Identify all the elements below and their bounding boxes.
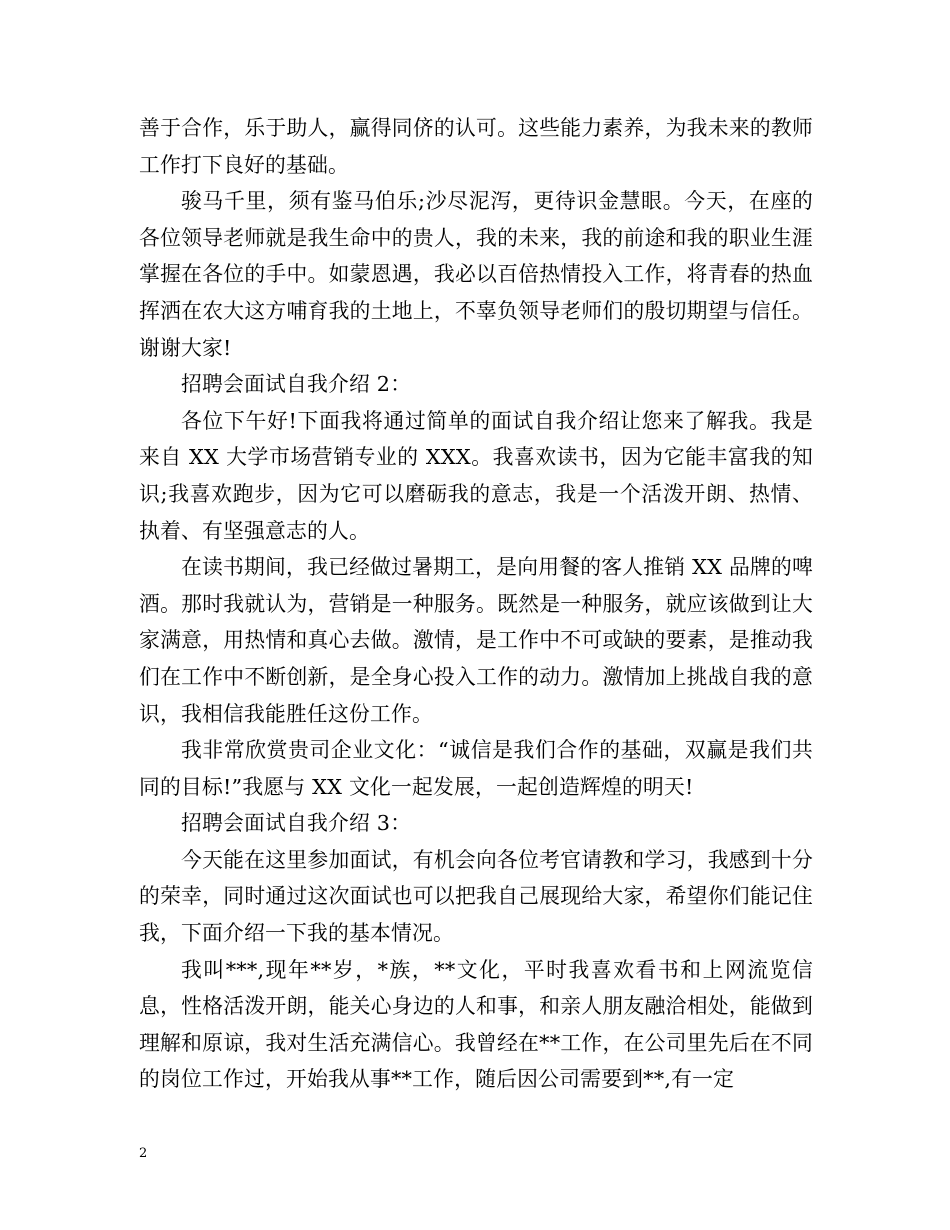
paragraph: 各位下午好!下面我将通过简单的面试自我介绍让您来了解我。我是来自 XX 大学市场营销专业的 XXX。我喜欢读书，因为它能丰富我的知识;我喜欢跑步，因为它可以磨砺我的意志，我是一个活泼开朗、热情、执着、有坚强意志的人。: [139, 408, 813, 543]
page-number: 2: [139, 1146, 148, 1161]
paragraph: 我非常欣赏贵司企业文化：“诚信是我们合作的基础，双赢是我们共同的目标!”我愿与 XX 文化一起发展，一起创造辉煌的明天!: [139, 738, 813, 799]
paragraph: 骏马千里，须有鉴马伯乐;沙尽泥泻，更待识金慧眼。今天，在座的各位领导老师就是我生命中的贵人，我的未来，我的前途和我的职业生涯掌握在各位的手中。如蒙恩遇，我必以百倍热情投入工作，将青春的热血挥洒在农大这方哺育我的土地上，不辜负领导老师们的殷切期望与信任。谢谢大家!: [139, 189, 813, 360]
paragraph: 在读书期间，我已经做过暑期工，是向用餐的客人推销 XX 品牌的啤酒。那时我就认为，营销是一种服务。既然是一种服务，就应该做到让大家满意，用热情和真心去做。激情，是工作中不可或缺的要素，是推动我们在工作中不断创新，是全身心投入工作的动力。激情加上挑战自我的意识，我相信我能胜任这份工作。: [139, 555, 813, 726]
paragraph: 善于合作，乐于助人，赢得同侪的认可。这些能力素养，为我未来的教师工作打下良好的基础。: [139, 116, 813, 177]
document-body: [139, 110, 813, 1098]
section-heading: 招聘会面试自我介绍 3：: [181, 811, 412, 836]
paragraph: 今天能在这里参加面试，有机会向各位考官请教和学习，我感到十分的荣幸，同时通过这次面试也可以把我自己展现给大家，希望你们能记住我，下面介绍一下我的基本情况。: [139, 847, 813, 946]
section-heading: 招聘会面试自我介绍 2：: [181, 372, 412, 397]
paragraph: 我叫***,现年**岁，*族，**文化，平时我喜欢看书和上网流览信息，性格活泼开朗，能关心身边的人和事，和亲人朋友融洽相处，能做到理解和原谅，我对生活充满信心。我曾经在**工作，在公司里先后在不同的岗位工作过，开始我从事**工作，随后因公司需要到**,有一定: [139, 957, 813, 1092]
